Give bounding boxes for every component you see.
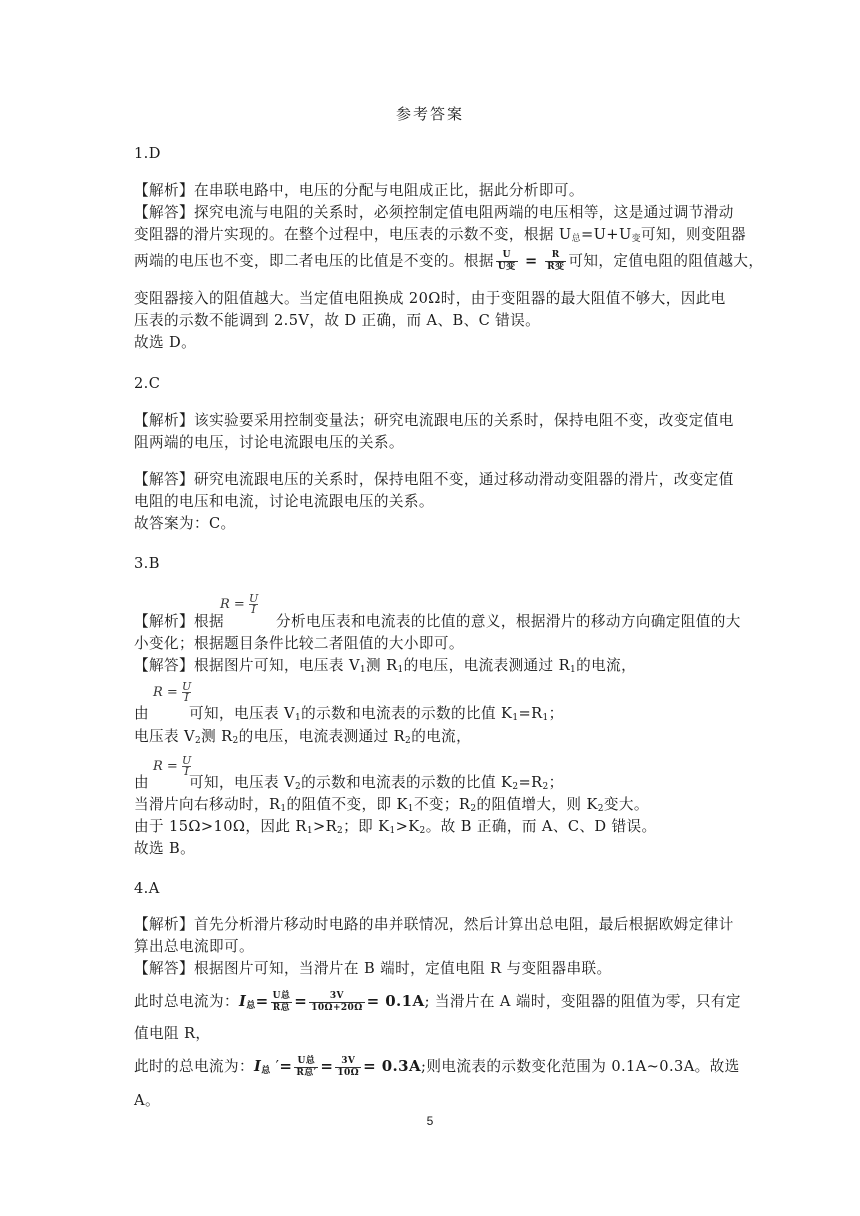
q3-solution-line-1: 【解答】根据图片可知，电压表 $V_1$测 $R_1$的电压，电流表测通过 $R_1$的电流， bbox=[134, 657, 637, 675]
q2-solution-line-1: 【解答】研究电流跟电压的关系时，保持电阻不变，通过移动滑动变阻器的滑片，改变定值 bbox=[134, 471, 734, 488]
q2-conclusion: 故答案为：C。 bbox=[134, 515, 236, 532]
q4-analysis-line-1: 【解析】首先分析滑片移动时电路的串并联情况，然后计算出总电阻，最后根据欧姆定律计 bbox=[134, 916, 734, 933]
q3-analysis-line-2: 小变化；根据题目条件比较二者阻值的大小即可。 bbox=[134, 635, 464, 652]
ohm-law-formula: R = $\frac{U}{I}$ bbox=[220, 592, 259, 616]
total-voltage-over-resistance: $\frac{\text{U总}}{\text{R总}}$ bbox=[272, 990, 291, 1013]
q1-solution-line-5: 压表的示数不能调到 2.5V，故 D 正确，而 A、B、C 错误。 bbox=[134, 312, 541, 329]
q3-answer-number: 3.B bbox=[134, 555, 160, 572]
total-voltage-over-resistance-prime: $\frac{\text{U总}}{\text{R总′}}$ bbox=[296, 1055, 317, 1078]
q4-solution-line-1: 【解答】根据图片可知，当滑片在 B 端时，定值电阻 R 与变阻器串联。 bbox=[134, 960, 612, 977]
q3-solution-line-2: 由 可知，电压表 $V_1$的示数和电流表的示数的比值 $K_1=R_1$； bbox=[134, 705, 564, 723]
q4-solution-line-3: 值电阻 R， bbox=[134, 1025, 211, 1042]
q2-analysis-line-1: 【解析】该实验要采用控制变量法；研究电流跟电压的关系时，保持电阻不变，改变定值电 bbox=[134, 412, 734, 429]
q4-solution-line-2: 此时总电流为：$I_总=$ $\frac{\text{U总}}{\text{R总}}$ = $\frac{3V}{10\Omega+20\Omega}$ = 0.1A; 当滑片在 A 端时，变阻器的阻值为零，只有定 bbox=[134, 990, 741, 1013]
ohm-law-formula: R = $\frac{U}{I}$ bbox=[153, 754, 192, 778]
q4-analysis-line-2: 算出总电流即可。 bbox=[134, 938, 254, 955]
ohm-law-formula: R = $\frac{U}{I}$ bbox=[153, 680, 192, 704]
q4-conclusion: A。 bbox=[134, 1092, 160, 1109]
q1-solution-line-1: 【解答】探究电流与电阻的关系时，必须控制定值电阻两端的电压相等，这是通过调节滑动 bbox=[134, 204, 734, 221]
q3-solution-line-4: 由 可知，电压表 $V_2$的示数和电流表的示数的比值 $K_2=R_2$； bbox=[134, 774, 564, 792]
q3-analysis-line-1: 【解析】根据 分析电压表和电流表的比值的意义，根据滑片的移动方向确定阻值的大 bbox=[134, 613, 741, 630]
current-calc-fraction-a: $\frac{3V}{10\Omega}$ bbox=[337, 1055, 360, 1078]
q1-analysis: 【解析】在串联电路中，电压的分配与电阻成正比，据此分析即可。 bbox=[134, 182, 584, 199]
q1-answer-number: 1.D bbox=[134, 145, 161, 162]
q3-solution-line-3: 电压表 $V_2$测 $R_2$的电压，电流表测通过 $R_2$的电流， bbox=[134, 728, 472, 746]
q4-answer-number: 4.A bbox=[134, 880, 160, 897]
q1-solution-line-4: 变阻器接入的阻值越大。当定值电阻换成 20Ω时，由于变阻器的最大阻值不够大，因此电 bbox=[134, 290, 726, 307]
page-number: 5 bbox=[426, 1114, 434, 1128]
q3-conclusion: 故选 B。 bbox=[134, 840, 196, 857]
q2-solution-line-2: 电阻的电压和电流，讨论电流跟电压的关系。 bbox=[134, 493, 434, 510]
q1-solution-line-3: 两端的电压也不变，即二者电压的比值是不变的。根据 $\frac{U}{\text{U变}}$ = $\frac{R}{\text{R变}}$ 可知，定值电阻的阻值越大， bbox=[134, 250, 764, 272]
voltage-ratio-fraction: $\frac{U}{\text{U变}}$ bbox=[497, 250, 516, 272]
q1-conclusion: 故选 D。 bbox=[134, 334, 197, 351]
q1-solution-line-2: 变阻器的滑片实现的。在整个过程中，电压表的示数不变，根据 $U_总=U+U_变$可知，则变阻器 bbox=[134, 226, 747, 244]
q2-analysis-line-2: 阻两端的电压，讨论电流跟电压的关系。 bbox=[134, 434, 404, 451]
q3-solution-line-6: 由于 15Ω>10Ω，因此 $R_1>R_2$；即 $K_1>K_2$。故 B 正确，而 A、C、D 错误。 bbox=[134, 818, 657, 836]
q2-answer-number: 2.C bbox=[134, 375, 161, 392]
q3-solution-line-5: 当滑片向右移动时，$R_1$的阻值不变，即 $K_1$不变；$R_2$的阻值增大，则 $K_2$变大。 bbox=[134, 796, 649, 814]
q4-solution-line-4: 此时的总电流为：$I_总$ ′= $\frac{\text{U总}}{\text{R总′}}$ = $\frac{3V}{10\Omega}$ = 0.3A;则电流表的示数变化范围为 0.1A~0.3A。故选 bbox=[134, 1055, 740, 1078]
page-title: 参考答案 bbox=[395, 105, 464, 123]
resistance-ratio-fraction: $\frac{R}{\text{R变}}$ bbox=[547, 250, 565, 272]
current-calc-fraction-b: $\frac{3V}{10\Omega+20\Omega}$ bbox=[311, 990, 363, 1013]
